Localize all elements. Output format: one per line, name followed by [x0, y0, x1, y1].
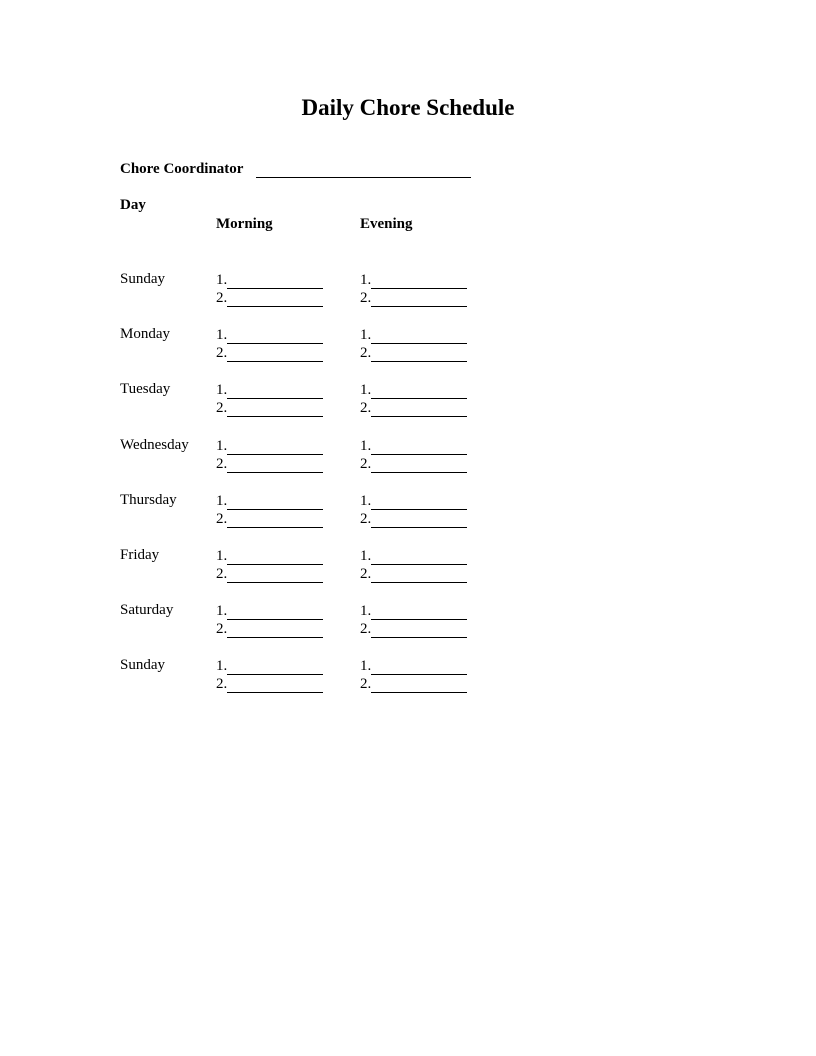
chore-blank-line[interactable]	[371, 566, 467, 583]
chore-blank-line[interactable]	[227, 548, 323, 565]
slot-number: 1.	[216, 548, 228, 564]
slot-number: 1.	[216, 327, 228, 343]
slot-number: 1.	[216, 493, 228, 509]
slot-number: 2.	[360, 566, 372, 582]
slot-number: 1.	[216, 438, 228, 454]
chore-blank-line[interactable]	[227, 290, 323, 307]
day-name: Sunday	[120, 657, 165, 673]
slot-number: 2.	[216, 566, 228, 582]
evening-chore-slot	[360, 289, 467, 307]
chore-blank-line[interactable]	[371, 345, 467, 362]
slot-number: 2.	[216, 345, 228, 361]
chore-blank-line[interactable]	[227, 272, 323, 289]
slot-number: 1.	[216, 658, 228, 674]
evening-chore-slot	[360, 326, 467, 344]
slot-number: 2.	[216, 290, 228, 306]
chore-blank-line[interactable]	[227, 400, 323, 417]
slot-number: 2.	[360, 676, 372, 692]
morning-chore-slot	[216, 510, 323, 528]
slot-number: 2.	[216, 456, 228, 472]
chore-blank-line[interactable]	[371, 272, 467, 289]
chore-blank-line[interactable]	[371, 493, 467, 510]
chore-blank-line[interactable]	[227, 456, 323, 473]
slot-number: 1.	[216, 272, 228, 288]
day-name: Saturday	[120, 602, 174, 618]
evening-chore-slot	[360, 565, 467, 583]
chore-blank-line[interactable]	[227, 566, 323, 583]
slot-number: 2.	[216, 511, 228, 527]
chore-blank-line[interactable]	[371, 676, 467, 693]
slot-number: 2.	[216, 400, 228, 416]
day-row	[120, 492, 480, 532]
slot-number: 1.	[360, 658, 372, 674]
day-row	[120, 326, 480, 366]
day-row	[120, 271, 480, 311]
evening-chore-slot	[360, 381, 467, 399]
morning-chore-slot	[216, 492, 323, 510]
chore-blank-line[interactable]	[227, 658, 323, 675]
slot-number: 2.	[360, 400, 372, 416]
chore-blank-line[interactable]	[371, 290, 467, 307]
morning-chore-slot	[216, 565, 323, 583]
morning-chore-slot	[216, 547, 323, 565]
slot-number: 1.	[216, 603, 228, 619]
day-row	[120, 381, 480, 421]
evening-chore-slot	[360, 547, 467, 565]
chore-blank-line[interactable]	[227, 327, 323, 344]
morning-chore-slot	[216, 381, 323, 399]
chore-blank-line[interactable]	[227, 493, 323, 510]
chore-blank-line[interactable]	[371, 658, 467, 675]
chore-blank-line[interactable]	[371, 548, 467, 565]
chore-blank-line[interactable]	[371, 438, 467, 455]
chore-blank-line[interactable]	[227, 438, 323, 455]
chore-blank-line[interactable]	[227, 621, 323, 638]
evening-chore-slot	[360, 455, 467, 473]
slot-number: 2.	[360, 511, 372, 527]
chore-blank-line[interactable]	[371, 511, 467, 528]
slot-number: 1.	[360, 272, 372, 288]
chore-blank-line[interactable]	[227, 603, 323, 620]
morning-chore-slot	[216, 455, 323, 473]
slot-number: 1.	[360, 603, 372, 619]
evening-chore-slot	[360, 510, 467, 528]
day-row	[120, 437, 480, 477]
chore-blank-line[interactable]	[371, 400, 467, 417]
slot-number: 2.	[360, 290, 372, 306]
slot-number: 1.	[360, 438, 372, 454]
slot-number: 1.	[216, 382, 228, 398]
slot-number: 1.	[360, 382, 372, 398]
chore-blank-line[interactable]	[371, 621, 467, 638]
morning-chore-slot	[216, 620, 323, 638]
chore-blank-line[interactable]	[227, 382, 323, 399]
morning-chore-slot	[216, 326, 323, 344]
day-name: Tuesday	[120, 381, 171, 397]
evening-chore-slot	[360, 437, 467, 455]
morning-chore-slot	[216, 657, 323, 675]
day-name: Friday	[120, 547, 160, 563]
morning-chore-slot	[216, 399, 323, 417]
evening-chore-slot	[360, 675, 467, 693]
page-title: Daily Chore Schedule	[301, 95, 515, 120]
slot-number: 2.	[360, 456, 372, 472]
day-name: Wednesday	[120, 437, 189, 453]
evening-chore-slot	[360, 657, 467, 675]
slot-number: 1.	[360, 493, 372, 509]
chore-blank-line[interactable]	[227, 676, 323, 693]
morning-chore-slot	[216, 271, 323, 289]
morning-chore-slot	[216, 289, 323, 307]
morning-chore-slot	[216, 344, 323, 362]
chore-blank-line[interactable]	[371, 327, 467, 344]
slot-number: 1.	[360, 327, 372, 343]
evening-chore-slot	[360, 344, 467, 362]
coordinator-label: Chore Coordinator	[120, 161, 244, 177]
morning-column-header: Morning	[216, 216, 273, 232]
slot-number: 1.	[360, 548, 372, 564]
day-row	[120, 602, 480, 642]
chore-blank-line[interactable]	[227, 511, 323, 528]
day-column-header: Day	[120, 197, 146, 213]
evening-chore-slot	[360, 492, 467, 510]
coordinator-blank-line[interactable]	[256, 177, 471, 178]
slot-number: 2.	[360, 345, 372, 361]
evening-chore-slot	[360, 602, 467, 620]
evening-column-header: Evening	[360, 216, 413, 232]
day-row	[120, 657, 480, 697]
chore-blank-line[interactable]	[227, 345, 323, 362]
day-name: Thursday	[120, 492, 177, 508]
day-name: Sunday	[120, 271, 165, 287]
evening-chore-slot	[360, 620, 467, 638]
morning-chore-slot	[216, 437, 323, 455]
evening-chore-slot	[360, 399, 467, 417]
chore-blank-line[interactable]	[371, 382, 467, 399]
slot-number: 2.	[216, 676, 228, 692]
slot-number: 2.	[360, 621, 372, 637]
evening-chore-slot	[360, 271, 467, 289]
chore-blank-line[interactable]	[371, 603, 467, 620]
day-name: Monday	[120, 326, 170, 342]
slot-number: 2.	[216, 621, 228, 637]
morning-chore-slot	[216, 602, 323, 620]
morning-chore-slot	[216, 675, 323, 693]
chore-blank-line[interactable]	[371, 456, 467, 473]
day-row	[120, 547, 480, 587]
